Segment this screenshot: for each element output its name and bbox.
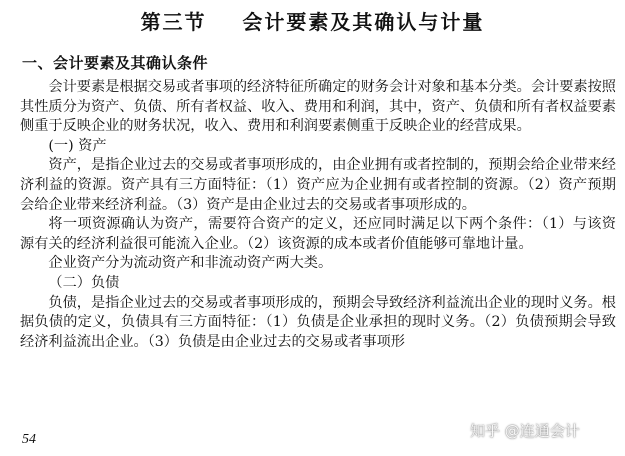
page-number: 54 (22, 432, 36, 447)
subheading-liabilities: （二）负债 (48, 274, 120, 291)
body-text (20, 78, 616, 352)
subheading-assets: (一) 资产 (48, 137, 107, 154)
paragraph-elements-definition: 会计要素是根据交易或者事项的经济特征所确定的财务会计对象和基本分类。会计要素按照其性质分为资产、负债、所有者权益、收入、费用和利润，其中，资产、负债和所有者权益要素侧重于反映企业的财务状况，收入、费用和利润要素侧重于反映企业的经营成果。 (20, 79, 616, 135)
section-title: 第三节 会计要素及其确认与计量 (140, 10, 485, 34)
paragraph-liabilities-definition: 负债，是指企业过去的交易或者事项形成的，预期会导致经济利益流出企业的现时义务。根据负债的定义，负债具有三方面特征：（1）负债是企业承担的现时义务。（2）负债预期会导致经济利益流出企业。（3）负债是由企业过去的交易或者事项形 (20, 294, 616, 350)
paragraph-assets-definition: 资产，是指企业过去的交易或者事项形成的，由企业拥有或者控制的，预期会给企业带来经济利益的资源。资产具有三方面特征：（1）资产应为企业拥有或者控制的资源。（2）资产预期会给企业带来经济利益。（3）资产是由企业过去的交易或者事项形成的。 (20, 157, 616, 213)
watermark: 知乎 @连通会计 (470, 422, 580, 440)
paragraph-assets-classification: 企业资产分为流动资产和非流动资产两大类。 (48, 255, 333, 272)
section-heading: 一、会计要素及其确认条件 (22, 54, 209, 72)
paragraph-assets-recognition: 将一项资源确认为资产，需要符合资产的定义，还应同时满足以下两个条件：（1）与该资源有关的经济利益很可能流入企业。（2）该资源的成本或者价值能够可靠地计量。 (20, 216, 616, 252)
